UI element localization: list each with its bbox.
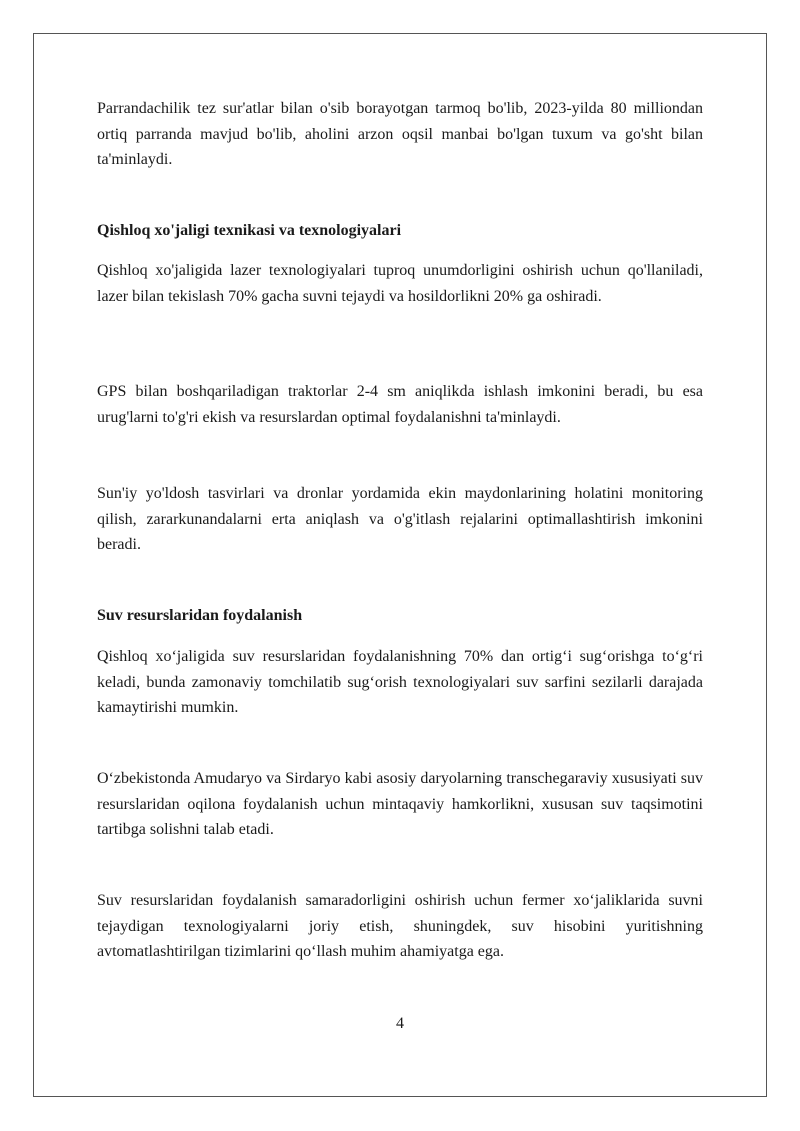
paragraph-satellite: Sun'iy yo'ldosh tasvirlari va dronlar yordamida ekin maydonlarining holatini monitoring qilish, zararkunandalarni erta aniqlash va o'g'itlash rejalarini optimallashtirish imkonini beradi.: [97, 485, 703, 553]
page-number: 4: [396, 1015, 404, 1032]
paragraph-laser: Qishloq xo'jaligida lazer texnologiyalari tuproq unumdorligini oshirish uchun qo'llaniladi, lazer bilan tekislash 70% gacha suvni tejaydi va hosildorlikni 20% ga oshiradi.: [97, 262, 703, 305]
paragraph-gps: GPS bilan boshqariladigan traktorlar 2-4 sm aniqlikda ishlash imkonini beradi, bu esa urug'larni to'g'ri ekish va resurslardan optimal foydalanishni ta'minlaydi.: [97, 383, 703, 426]
paragraph-irrigation: Qishloq xo‘jaligida suv resurslaridan foydalanishning 70% dan ortig‘i sug‘orishga to‘g‘ri keladi, bunda zamonaviy tomchilatib sug‘orish texnologiyalari suv sarfini sezilarli darajada kamaytirishi mumkin.: [97, 648, 703, 716]
paragraph-efficiency: Suv resurslaridan foydalanish samaradorligini oshirish uchun fermer xo‘jaliklarida suvni tejaydigan texnologiyalarni joriy etish, shuningdek, suv hisobini yuritishning avtomatlashtirilgan tizimlarini qo‘llash muhim ahamiyatga ega.: [97, 892, 703, 960]
heading-water: Suv resurslaridan foydalanish: [97, 607, 303, 624]
paragraph-poultry: Parrandachilik tez sur'atlar bilan o'sib borayotgan tarmoq bo'lib, 2023-yilda 80 milliondan ortiq parranda mavjud bo'lib, aholini arzon oqsil manbai bo'lgan tuxum va go'sht bilan ta'minlaydi.: [97, 100, 703, 168]
paragraph-rivers: O‘zbekistonda Amudaryo va Sirdaryo kabi asosiy daryolarning transchegaraviy xususiyati suv resurslaridan oqilona foydalanish uchun mintaqaviy hamkorlikni, xususan suv taqsimotini tartibga solishni talab etadi.: [97, 770, 703, 838]
heading-technology: Qishloq xo'jaligi texnikasi va texnologiyalari: [97, 222, 402, 239]
